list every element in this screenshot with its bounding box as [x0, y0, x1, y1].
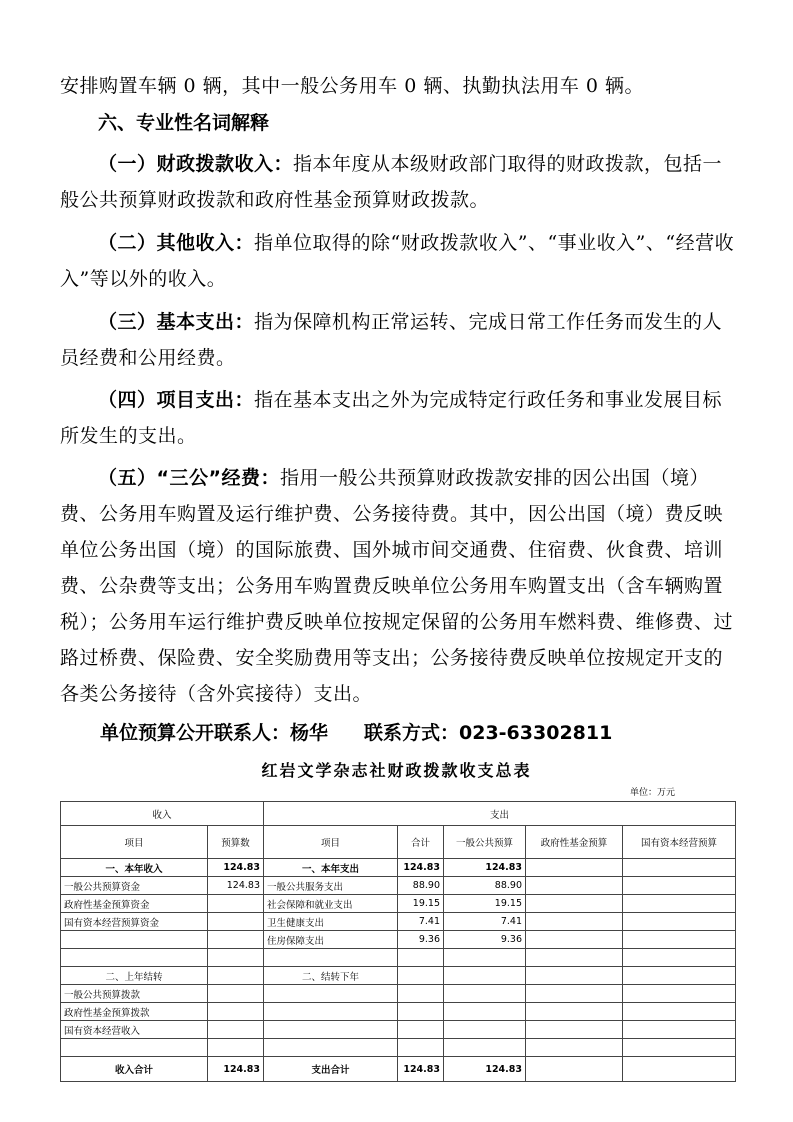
paragraph-fiscal-income	[60, 146, 736, 218]
table-cell	[526, 895, 623, 913]
table-cell: 国有资本经营预算资金	[61, 913, 208, 931]
table-subheader-row	[61, 826, 736, 859]
table-cell	[398, 1039, 444, 1057]
table-cell: 19.15	[398, 895, 444, 913]
expense-header: 支出	[264, 802, 736, 826]
table-cell	[61, 1039, 208, 1057]
income-header: 收入	[61, 802, 264, 826]
table-cell	[623, 985, 736, 1003]
table-cell: 一般公共预算拨款	[61, 985, 208, 1003]
table-cell	[264, 1039, 398, 1057]
table-cell	[208, 913, 264, 931]
table-unit: 单位：万元	[630, 788, 676, 798]
table-cell	[526, 859, 623, 877]
term-definition: 指为保障机构正常运转、完成日常工作任务而发生的人员经费和公用经费。	[60, 311, 723, 369]
table-cell	[623, 859, 736, 877]
table-cell: 88.90	[444, 877, 526, 895]
table-cell: 二、结转下年	[264, 967, 398, 985]
term-label: （四）项目支出：	[98, 389, 255, 411]
table-cell	[623, 1057, 736, 1082]
table-cell	[208, 985, 264, 1003]
table-cell	[398, 985, 444, 1003]
table-row	[61, 1039, 736, 1057]
table-cell	[526, 1057, 623, 1082]
contact-line	[100, 718, 612, 745]
table-title: 红岩文学杂志社财政拨款收支总表	[261, 761, 532, 780]
table-cell	[623, 1003, 736, 1021]
term-label: （二）其他收入：	[98, 232, 255, 254]
table-total-row	[61, 1057, 736, 1082]
table-cell: 政府性基金预算资金	[61, 895, 208, 913]
table-cell	[264, 985, 398, 1003]
table-cell: 一般公共服务支出	[264, 877, 398, 895]
table-cell	[526, 967, 623, 985]
table-cell	[526, 931, 623, 949]
table-cell: 社会保障和就业支出	[264, 895, 398, 913]
contact-person: 单位预算公开联系人：杨华	[100, 722, 329, 744]
table-cell	[623, 931, 736, 949]
term-definition: 指在基本支出之外为完成特定行政任务和事业发展目标所发生的支出。	[60, 389, 723, 447]
table-cell	[398, 967, 444, 985]
table-cell	[61, 931, 208, 949]
table-cell	[208, 1003, 264, 1021]
table-row	[61, 949, 736, 967]
table-cell	[208, 931, 264, 949]
table-cell	[398, 1003, 444, 1021]
col-budget: 预算数	[208, 826, 264, 859]
table-cell	[208, 895, 264, 913]
table-row	[61, 1021, 736, 1039]
table-cell	[623, 967, 736, 985]
paragraph-other-income	[60, 225, 736, 297]
table-cell	[526, 1039, 623, 1057]
table-cell	[444, 967, 526, 985]
term-definition: 指本年度从本级财政部门取得的财政拨款，包括一般公共预算财政拨款和政府性基金预算财政拨款。	[60, 153, 723, 211]
table-cell: 7.41	[444, 913, 526, 931]
table-cell: 一、本年支出	[264, 859, 398, 877]
table-row	[61, 931, 736, 949]
table-cell	[208, 1021, 264, 1039]
table-cell	[264, 1003, 398, 1021]
col-fund-budget: 政府性基金预算	[526, 826, 623, 859]
table-cell	[623, 949, 736, 967]
table-cell	[526, 949, 623, 967]
table-cell	[444, 949, 526, 967]
table-row	[61, 913, 736, 931]
table-cell	[623, 1021, 736, 1039]
col-item: 项目	[61, 826, 208, 859]
table-cell: 住房保障支出	[264, 931, 398, 949]
table-row	[61, 859, 736, 877]
table-cell: 支出合计	[264, 1057, 398, 1082]
paragraph-basic-expense	[60, 304, 736, 376]
table-cell: 124.83	[208, 877, 264, 895]
paragraph-project-expense	[60, 382, 736, 454]
paragraph-three-public	[60, 460, 736, 712]
table-cell	[623, 895, 736, 913]
table-cell: 政府性基金预算拨款	[61, 1003, 208, 1021]
table-cell	[623, 1039, 736, 1057]
contact-phone: 联系方式：023-63302811	[364, 722, 613, 744]
term-label: （三）基本支出：	[98, 311, 255, 333]
table-cell: 124.83	[398, 1057, 444, 1082]
table-cell: 二、上年结转	[61, 967, 208, 985]
table-cell: 124.83	[444, 1057, 526, 1082]
term-label: （五）“三公”经费：	[98, 467, 280, 489]
table-row	[61, 1003, 736, 1021]
table-cell	[264, 1021, 398, 1039]
table-cell	[208, 949, 264, 967]
table-header-row	[61, 802, 736, 826]
table-cell: 卫生健康支出	[264, 913, 398, 931]
term-definition: 指用一般公共预算财政拨款安排的因公出国（境）费、公务用车购置及运行维护费、公务接待费。其中，因公出国（境）费反映单位公务出国（境）的国际旅费、国外城市间交通费、住宿费、伙食费、培训费、公杂费等支出；公务用车购置费反映单位公务用车购置支出（含车辆购置税）；公务用车运行维护费反映单位按规定保留的公务用车燃料费、维修费、过路过桥费、保险费、安全奖励费用等支出；公务接待费反映单位按规定开支的各类公务接待（含外宾接待）支出。	[60, 467, 734, 705]
table-cell	[264, 949, 398, 967]
table-row	[61, 967, 736, 985]
table-cell: 一、本年收入	[61, 859, 208, 877]
table-cell	[526, 985, 623, 1003]
table-cell	[398, 1021, 444, 1039]
table-cell	[398, 949, 444, 967]
col-item-expense: 项目	[264, 826, 398, 859]
table-cell: 88.90	[398, 877, 444, 895]
table-cell	[61, 949, 208, 967]
col-state-capital: 国有资本经营预算	[623, 826, 736, 859]
table-cell	[444, 985, 526, 1003]
table-cell: 收入合计	[61, 1057, 208, 1082]
table-cell	[208, 1039, 264, 1057]
table-cell: 7.41	[398, 913, 444, 931]
table-cell	[444, 1003, 526, 1021]
table-row	[61, 895, 736, 913]
table-cell	[526, 1021, 623, 1039]
table-cell	[623, 913, 736, 931]
table-cell: 9.36	[398, 931, 444, 949]
table-cell	[526, 877, 623, 895]
table-cell	[526, 913, 623, 931]
term-definition: 指单位取得的除“财政拨款收入”、“事业收入”、“经营收入”等以外的收入。	[60, 232, 735, 290]
table-cell	[444, 1021, 526, 1039]
term-label: （一）财政拨款收入：	[98, 153, 294, 175]
table-cell	[623, 877, 736, 895]
table-cell: 9.36	[444, 931, 526, 949]
table-cell	[208, 967, 264, 985]
budget-summary-table	[60, 801, 736, 1082]
table-cell	[444, 1039, 526, 1057]
table-row	[61, 985, 736, 1003]
table-cell: 124.83	[208, 1057, 264, 1082]
table-cell: 124.83	[398, 859, 444, 877]
table-row	[61, 877, 736, 895]
paragraph-vehicles: 安排购置车辆 0 辆，其中一般公务用车 0 辆、执勤执法用车 0 辆。	[60, 75, 645, 97]
table-cell: 124.83	[444, 859, 526, 877]
col-total: 合计	[398, 826, 444, 859]
table-cell: 19.15	[444, 895, 526, 913]
table-cell: 一般公共预算资金	[61, 877, 208, 895]
col-general-budget: 一般公共预算	[444, 826, 526, 859]
section-heading: 六、专业性名词解释	[98, 112, 270, 134]
table-cell: 124.83	[208, 859, 264, 877]
table-cell	[526, 1003, 623, 1021]
table-cell: 国有资本经营收入	[61, 1021, 208, 1039]
